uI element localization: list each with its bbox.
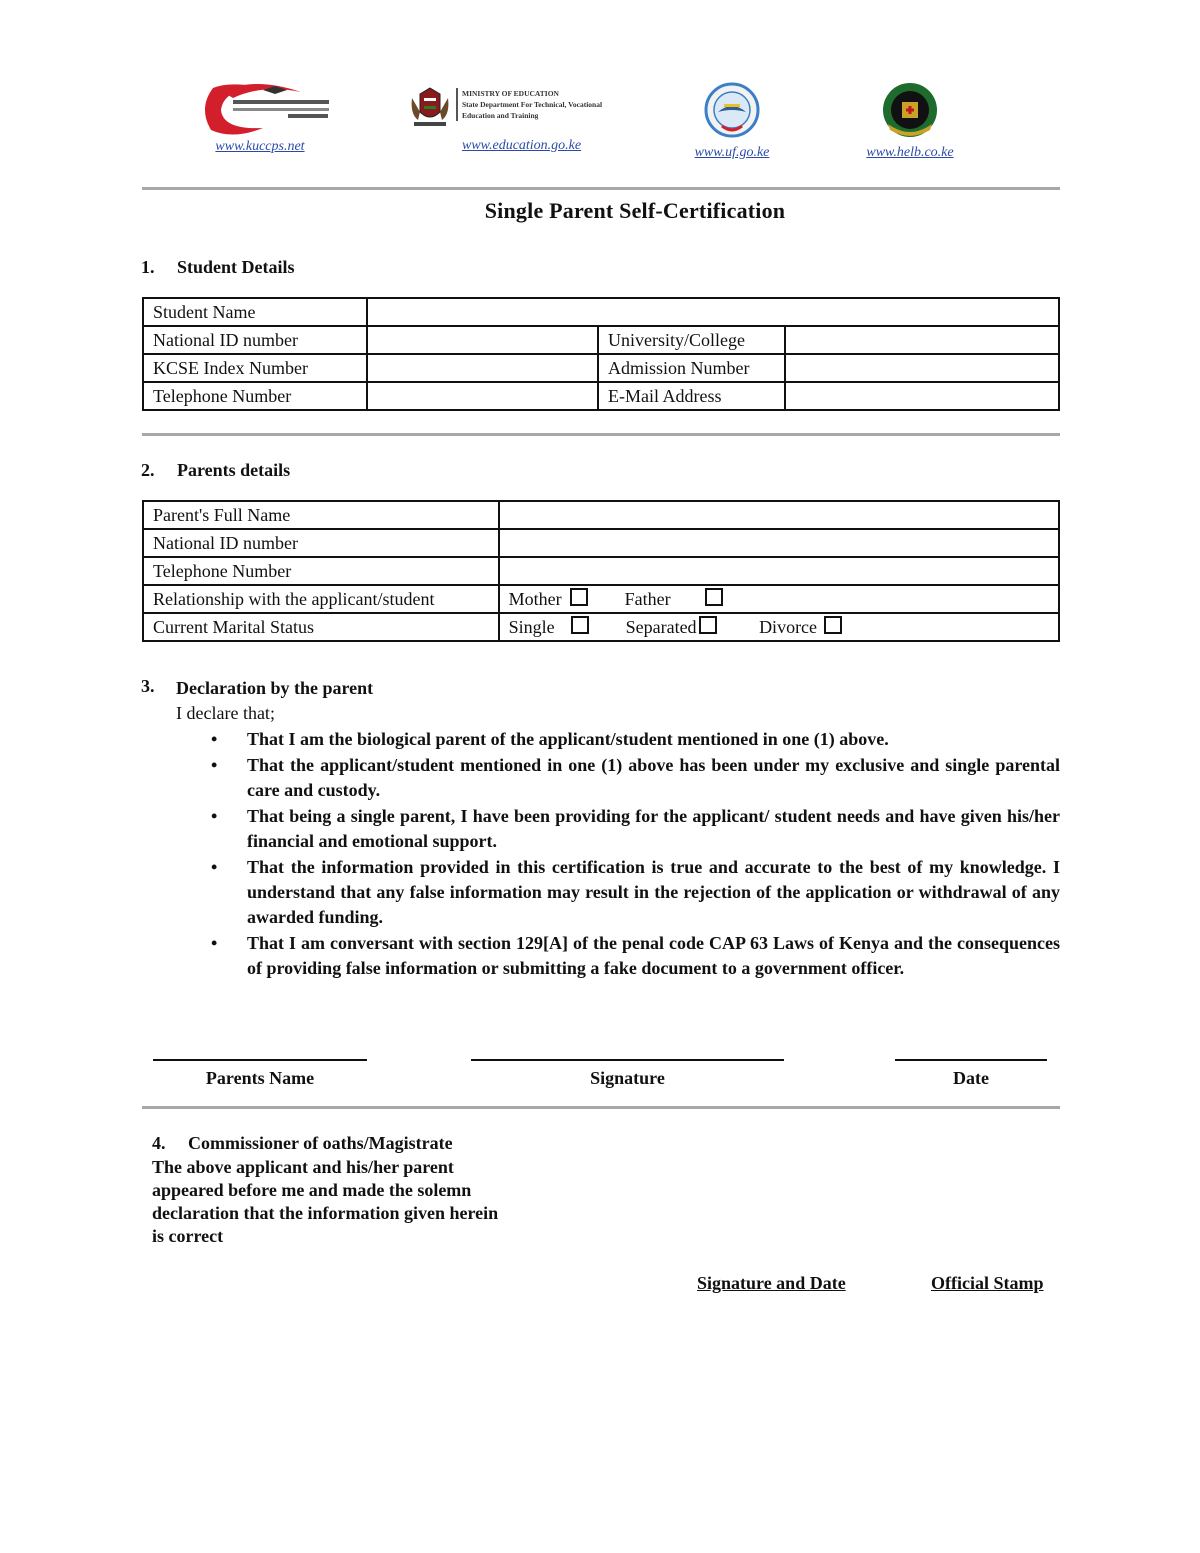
student-national-id-label: National ID number <box>143 326 367 354</box>
marital-status-label: Current Marital Status <box>143 613 499 641</box>
section-1-heading <box>141 257 295 278</box>
single-label: Single <box>508 617 555 637</box>
kuccps-link[interactable]: www.kuccps.net <box>215 139 305 154</box>
separated-checkbox[interactable] <box>699 616 717 634</box>
student-name-field[interactable] <box>367 298 1059 326</box>
section-3-number: 3. <box>141 676 155 696</box>
parents-name-label: Parents Name <box>205 1068 315 1088</box>
declaration-block <box>176 676 1060 981</box>
separated-label: Separated <box>625 617 697 637</box>
university-label: University/College <box>598 326 785 354</box>
parent-full-name-label: Parent's Full Name <box>143 501 499 529</box>
student-telephone-field[interactable] <box>367 382 598 410</box>
divorce-checkbox[interactable] <box>824 616 842 634</box>
section-3-title: Declaration by the parent <box>176 678 374 698</box>
section-1-rule <box>142 433 1060 436</box>
student-telephone-label: Telephone Number <box>143 382 367 410</box>
section-3-rule <box>142 1106 1060 1109</box>
marital-status-options <box>499 613 1059 641</box>
header-rule <box>142 187 1060 190</box>
moe-link[interactable]: www.education.go.ke <box>462 138 582 153</box>
section-2-title: Parents details <box>177 460 291 480</box>
helb-logo <box>862 80 958 161</box>
table-row <box>143 557 1059 585</box>
section-4-number: 4. <box>152 1133 166 1153</box>
moe-coat-of-arms-icon <box>408 84 452 135</box>
table-row <box>143 354 1059 382</box>
section-1-number: 1. <box>141 257 155 277</box>
kcse-label: KCSE Index Number <box>143 354 367 382</box>
table-row <box>143 613 1059 641</box>
section-3-heading <box>141 676 177 697</box>
parent-telephone-field[interactable] <box>499 557 1059 585</box>
parents-details-table <box>142 500 1060 642</box>
single-checkbox[interactable] <box>571 616 589 634</box>
commissioner-block <box>152 1132 512 1248</box>
signature-line[interactable] <box>471 1059 784 1061</box>
parents-name-line[interactable] <box>153 1059 367 1061</box>
helb-emblem-icon <box>880 80 940 142</box>
uf-link[interactable]: www.uf.go.ke <box>694 145 770 160</box>
parent-national-id-field[interactable] <box>499 529 1059 557</box>
moe-text-block <box>456 88 602 121</box>
parent-national-id-label: National ID number <box>143 529 499 557</box>
email-label: E-Mail Address <box>598 382 785 410</box>
helb-link[interactable]: www.helb.co.ke <box>866 145 954 160</box>
section-2-heading <box>141 460 290 481</box>
father-checkbox[interactable] <box>705 588 723 606</box>
student-national-id-field[interactable] <box>367 326 598 354</box>
student-details-table <box>142 297 1060 411</box>
declaration-list <box>176 727 1060 981</box>
table-row <box>143 298 1059 326</box>
list-item: • That the information provided in this certification is true and accurate to the best of my knowledge. I understand that any false information may result in the rejection of the application or withdrawal of any awarded funding. <box>247 855 1060 930</box>
signature-label: Signature <box>590 1068 665 1088</box>
list-item: • That being a single parent, I have been providing for the applicant/ student needs and have given his/her financial and emotional support. <box>247 804 1060 854</box>
section-4-heading <box>152 1132 512 1155</box>
kuccps-emblem-icon <box>193 78 333 140</box>
form-title: Single Parent Self-Certification <box>484 198 786 223</box>
relationship-label: Relationship with the applicant/student <box>143 585 499 613</box>
mother-label: Mother <box>508 589 562 609</box>
admission-field[interactable] <box>785 354 1059 382</box>
divorce-label: Divorce <box>759 617 818 637</box>
section-1-title: Student Details <box>177 257 295 277</box>
section-4-title: Commissioner of oaths/Magistrate <box>188 1133 453 1153</box>
email-field[interactable] <box>785 382 1059 410</box>
kuccps-logo <box>188 78 338 155</box>
list-item: • That the applicant/student mentioned in one (1) above has been under my exclusive and single parental care and custody. <box>247 753 1060 803</box>
table-row <box>143 529 1059 557</box>
admission-label: Admission Number <box>598 354 785 382</box>
student-name-label: Student Name <box>143 298 367 326</box>
uf-emblem-icon <box>702 80 762 142</box>
date-line[interactable] <box>895 1059 1047 1061</box>
moe-line-3: Education and Training <box>462 111 539 120</box>
table-row <box>143 585 1059 613</box>
uf-logo <box>690 80 774 161</box>
mother-checkbox[interactable] <box>570 588 588 606</box>
official-stamp-label: Official Stamp <box>931 1273 1044 1293</box>
declaration-intro: I declare that; <box>176 703 275 723</box>
date-label: Date <box>953 1068 989 1088</box>
table-row <box>143 501 1059 529</box>
moe-line-2: State Department For Technical, Vocational <box>462 100 603 109</box>
father-label: Father <box>624 589 671 609</box>
university-field[interactable] <box>785 326 1059 354</box>
relationship-options <box>499 585 1059 613</box>
moe-line-1: MINISTRY OF EDUCATION <box>462 89 559 98</box>
parent-telephone-label: Telephone Number <box>143 557 499 585</box>
commissioner-statement: The above applicant and his/her parent appeared before me and made the solemn declaration that the information given herein is correct <box>152 1157 499 1246</box>
list-item: • That I am the biological parent of the applicant/student mentioned in one (1) above. <box>247 727 1060 752</box>
list-item: • That I am conversant with section 129[A] of the penal code CAP 63 Laws of Kenya and the consequences of providing false information or submitting a fake document to a government officer. <box>247 931 1060 981</box>
parent-full-name-field[interactable] <box>499 501 1059 529</box>
table-row <box>143 382 1059 410</box>
kcse-field[interactable] <box>367 354 598 382</box>
signature-and-date-label: Signature and Date <box>697 1273 846 1293</box>
section-2-number: 2. <box>141 460 155 480</box>
table-row <box>143 326 1059 354</box>
